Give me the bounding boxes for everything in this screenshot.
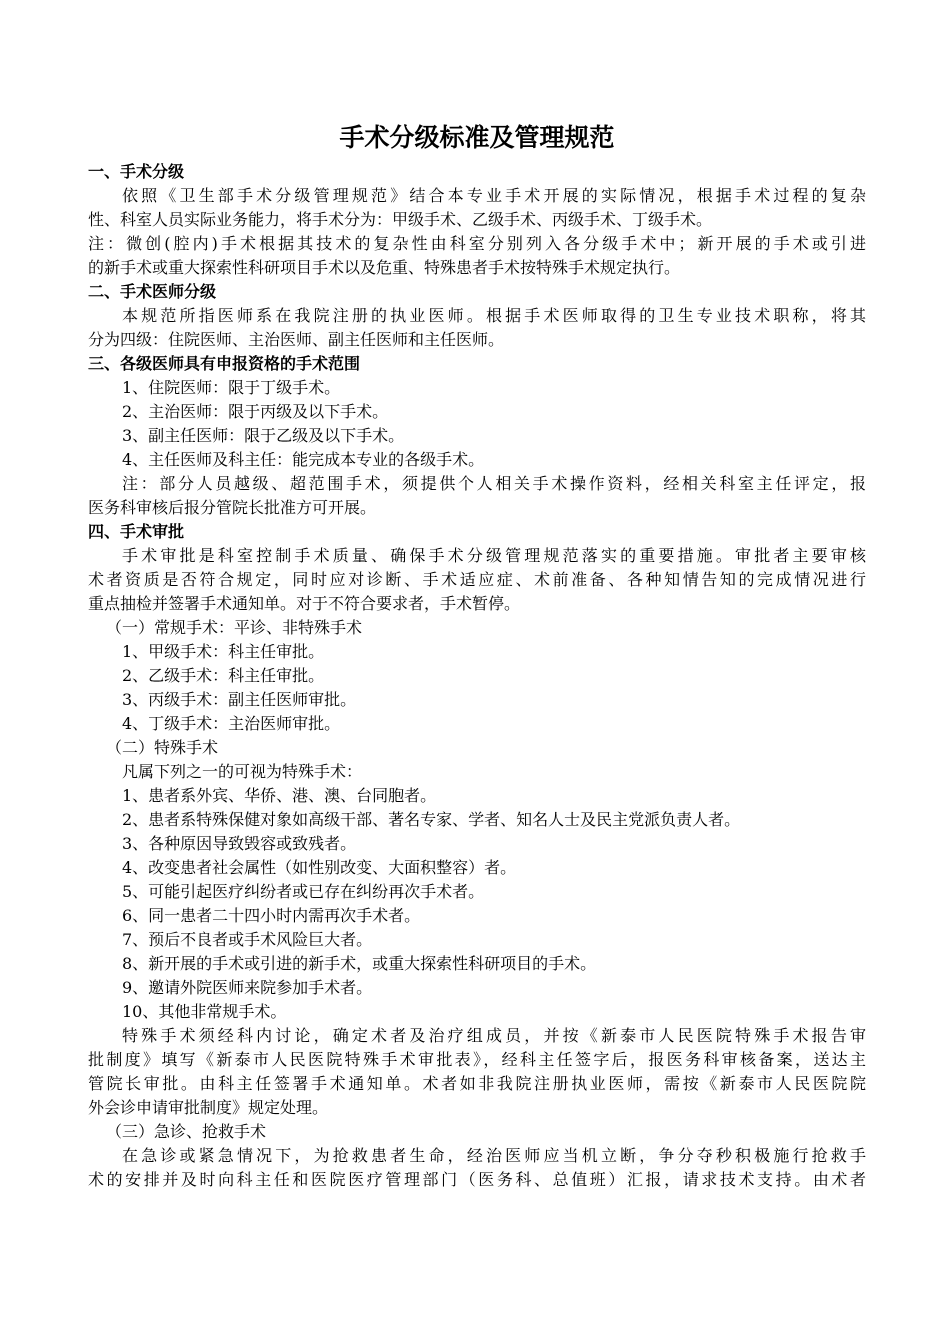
paragraph-line: 特殊手术须经科内讨论，确定术者及治疗组成员，并按《新泰市人民医院特殊手术报告审 — [122, 1026, 866, 1045]
list-item: 2、乙级手术：科主任审批。 — [122, 666, 325, 685]
subsection-title: （三）急诊、抢救手术 — [106, 1122, 267, 1141]
note-line: 医务科审核后报分管院长批准方可开展。 — [88, 498, 377, 517]
list-item: 7、预后不良者或手术风险巨大者。 — [122, 930, 373, 949]
paragraph-line: 批制度》填写《新泰市人民医院特殊手术审批表》，经科主任签字后，报医务科审核备案，送达主 — [88, 1050, 866, 1069]
paragraph-line: 性、科室人员实际业务能力，将手术分为：甲级手术、乙级手术、丙级手术、丁级手术。 — [88, 210, 713, 229]
section-heading-2: 二、手术医师分级 — [88, 282, 217, 301]
note-line: 注：部分人员越级、超范围手术，须提供个人相关手术操作资料，经相关科室主任评定，报 — [122, 474, 866, 493]
list-item: 3、副主任医师：限于乙级及以下手术。 — [122, 426, 405, 445]
note-line: 的新手术或重大探索性科研项目手术以及危重、特殊患者手术按特殊手术规定执行。 — [88, 258, 681, 277]
list-item: 1、甲级手术：科主任审批。 — [122, 642, 325, 661]
paragraph-line: 术者资质是否符合规定，同时应对诊断、手术适应症、术前准备、各种知情告知的完成情况进行 — [88, 570, 866, 589]
list-item: 4、丁级手术：主治医师审批。 — [122, 714, 341, 733]
paragraph-line: 依照《卫生部手术分级管理规范》结合本专业手术开展的实际情况，根据手术过程的复杂 — [122, 186, 866, 205]
subsection-intro: 凡属下列之一的可视为特殊手术： — [122, 762, 363, 781]
list-item: 1、患者系外宾、华侨、港、澳、台同胞者。 — [122, 786, 437, 805]
section-heading-4: 四、手术审批 — [88, 522, 185, 541]
paragraph-line: 在急诊或紧急情况下，为抢救患者生命，经治医师应当机立断，争分夺秒积极施行抢救手 — [122, 1146, 866, 1165]
paragraph-line: 管院长审批。由科主任签署手术通知单。术者如非我院注册执业医师，需按《新泰市人民医院院 — [88, 1074, 866, 1093]
section-heading-3: 三、各级医师具有申报资格的手术范围 — [88, 354, 361, 373]
list-item: 3、丙级手术：副主任医师审批。 — [122, 690, 357, 709]
list-item: 5、可能引起医疗纠纷者或已存在纠纷再次手术者。 — [122, 882, 485, 901]
subsection-title: （一）常规手术：平诊、非特殊手术 — [106, 618, 363, 637]
document-page — [88, 116, 866, 1192]
paragraph-line: 外会诊申请审批制度》规定处理。 — [88, 1098, 329, 1117]
list-item: 10、其他非常规手术。 — [122, 1002, 287, 1021]
paragraph-line: 术的安排并及时向科主任和医院医疗管理部门（医务科、总值班）汇报，请求技术支持。由术者 — [88, 1170, 866, 1189]
list-item: 4、主任医师及科主任：能完成本专业的各级手术。 — [122, 450, 485, 469]
list-item: 8、新开展的手术或引进的新手术，或重大探索性科研项目的手术。 — [122, 954, 597, 973]
list-item: 1、住院医师：限于丁级手术。 — [122, 378, 341, 397]
list-item: 2、主治医师：限于丙级及以下手术。 — [122, 402, 389, 421]
page-title: 手术分级标准及管理规范 — [339, 123, 615, 152]
note-line: 注：微创(腔内)手术根据其技术的复杂性由科室分别列入各分级手术中；新开展的手术或引进 — [88, 234, 866, 253]
paragraph-line: 分为四级：住院医师、主治医师、副主任医师和主任医师。 — [88, 330, 505, 349]
list-item: 3、各种原因导致毁容或致残者。 — [122, 834, 357, 853]
list-item: 4、改变患者社会属性（如性别改变、大面积整容）者。 — [122, 858, 517, 877]
list-item: 6、同一患者二十四小时内需再次手术者。 — [122, 906, 421, 925]
section-heading-1: 一、手术分级 — [88, 162, 185, 181]
list-item: 9、邀请外院医师来院参加手术者。 — [122, 978, 373, 997]
list-item: 2、患者系特殊保健对象如高级干部、著名专家、学者、知名人士及民主党派负责人者。 — [122, 810, 741, 829]
paragraph-line: 本规范所指医师系在我院注册的执业医师。根据手术医师取得的卫生专业技术职称，将其 — [122, 306, 866, 325]
paragraph-line: 重点抽检并签署手术通知单。对于不符合要求者，手术暂停。 — [88, 594, 521, 613]
subsection-title: （二）特殊手术 — [106, 738, 219, 757]
paragraph-line: 手术审批是科室控制手术质量、确保手术分级管理规范落实的重要措施。审批者主要审核 — [122, 546, 866, 565]
